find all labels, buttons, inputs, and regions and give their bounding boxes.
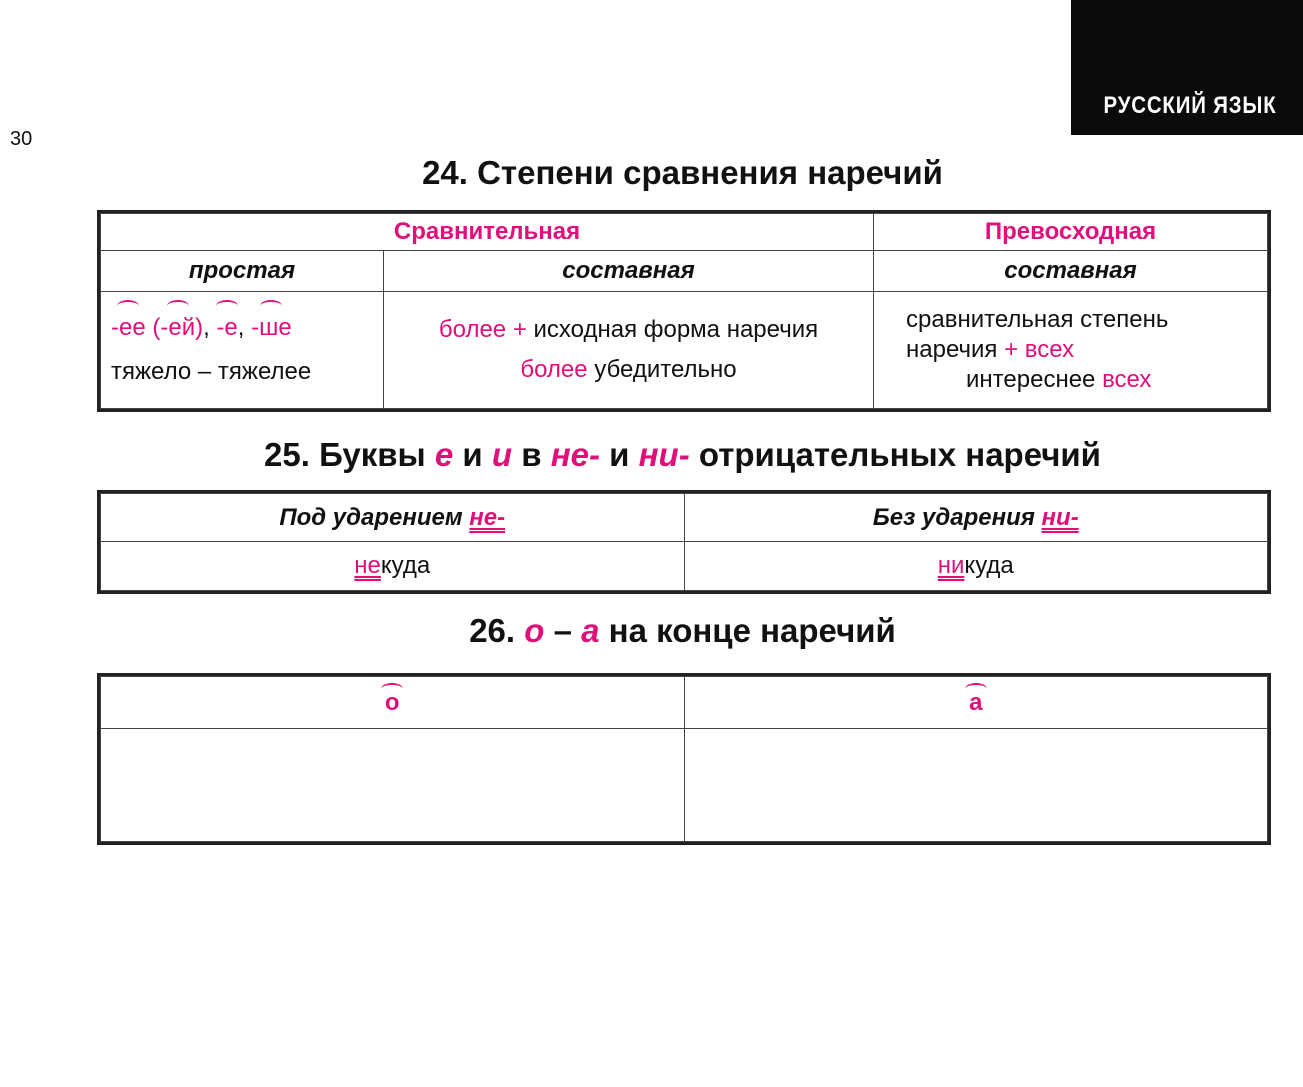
section-26-title: 26. о – а на конце наречий (469, 612, 896, 649)
unstressed-header: Без ударения ни- (684, 494, 1268, 542)
suffix-she: -ше (251, 306, 292, 350)
simple-example: тяжело – тяжелее (111, 358, 312, 385)
section-24-table (97, 210, 1271, 412)
subject-banner (1071, 0, 1303, 135)
section-25-title: 25. Буквы е и и в не- и ни- отрицательных наречий (264, 436, 1101, 473)
comp-example-word: убедительно (594, 356, 737, 383)
o-rule-cell (101, 729, 685, 842)
section-24-title: 24. Степени сравнения наречий (422, 154, 943, 191)
simple-header: простая (101, 251, 384, 292)
stressed-header: Под ударением не- (101, 494, 685, 542)
suffix-ee: -ее (111, 306, 146, 350)
comp-example-more: более (520, 356, 588, 383)
suffix-e: -е (216, 306, 237, 350)
sup-example-all: всех (1102, 366, 1152, 393)
o-header: о (101, 677, 685, 729)
subject-title: РУССКИЙ ЯЗЫК (1103, 92, 1277, 119)
sup-rule-line2: наречия (906, 336, 998, 363)
sup-all: всех (1024, 336, 1075, 363)
comparative-header: Сравнительная (101, 214, 874, 251)
compound-cell (384, 292, 874, 409)
stressed-example: некуда (101, 542, 685, 591)
sup-example-word: интереснее (966, 366, 1096, 393)
a-rule-cell (684, 729, 1268, 842)
plus-sign: + (512, 316, 527, 343)
superlative-cell (874, 292, 1268, 409)
section-26-table (97, 673, 1271, 845)
page-number: 30 (10, 128, 33, 150)
more-word: более (438, 316, 507, 343)
suffix-ei: (-ей) (152, 306, 203, 350)
section-25-table (97, 490, 1271, 594)
compound-superlative-header: составная (874, 251, 1268, 292)
superlative-header: Превосходная (874, 214, 1268, 251)
compound-header: составная (384, 251, 874, 292)
a-header: а (684, 677, 1268, 729)
comp-rule-text: исходная форма наречия (533, 316, 819, 343)
sup-rule-line1: сравнительная степень (906, 306, 1169, 333)
simple-cell: -ее (-ей), -е, -ше тяжело – тяжелее (101, 292, 384, 409)
unstressed-example: никуда (684, 542, 1268, 591)
sup-plus: + (1004, 336, 1019, 363)
